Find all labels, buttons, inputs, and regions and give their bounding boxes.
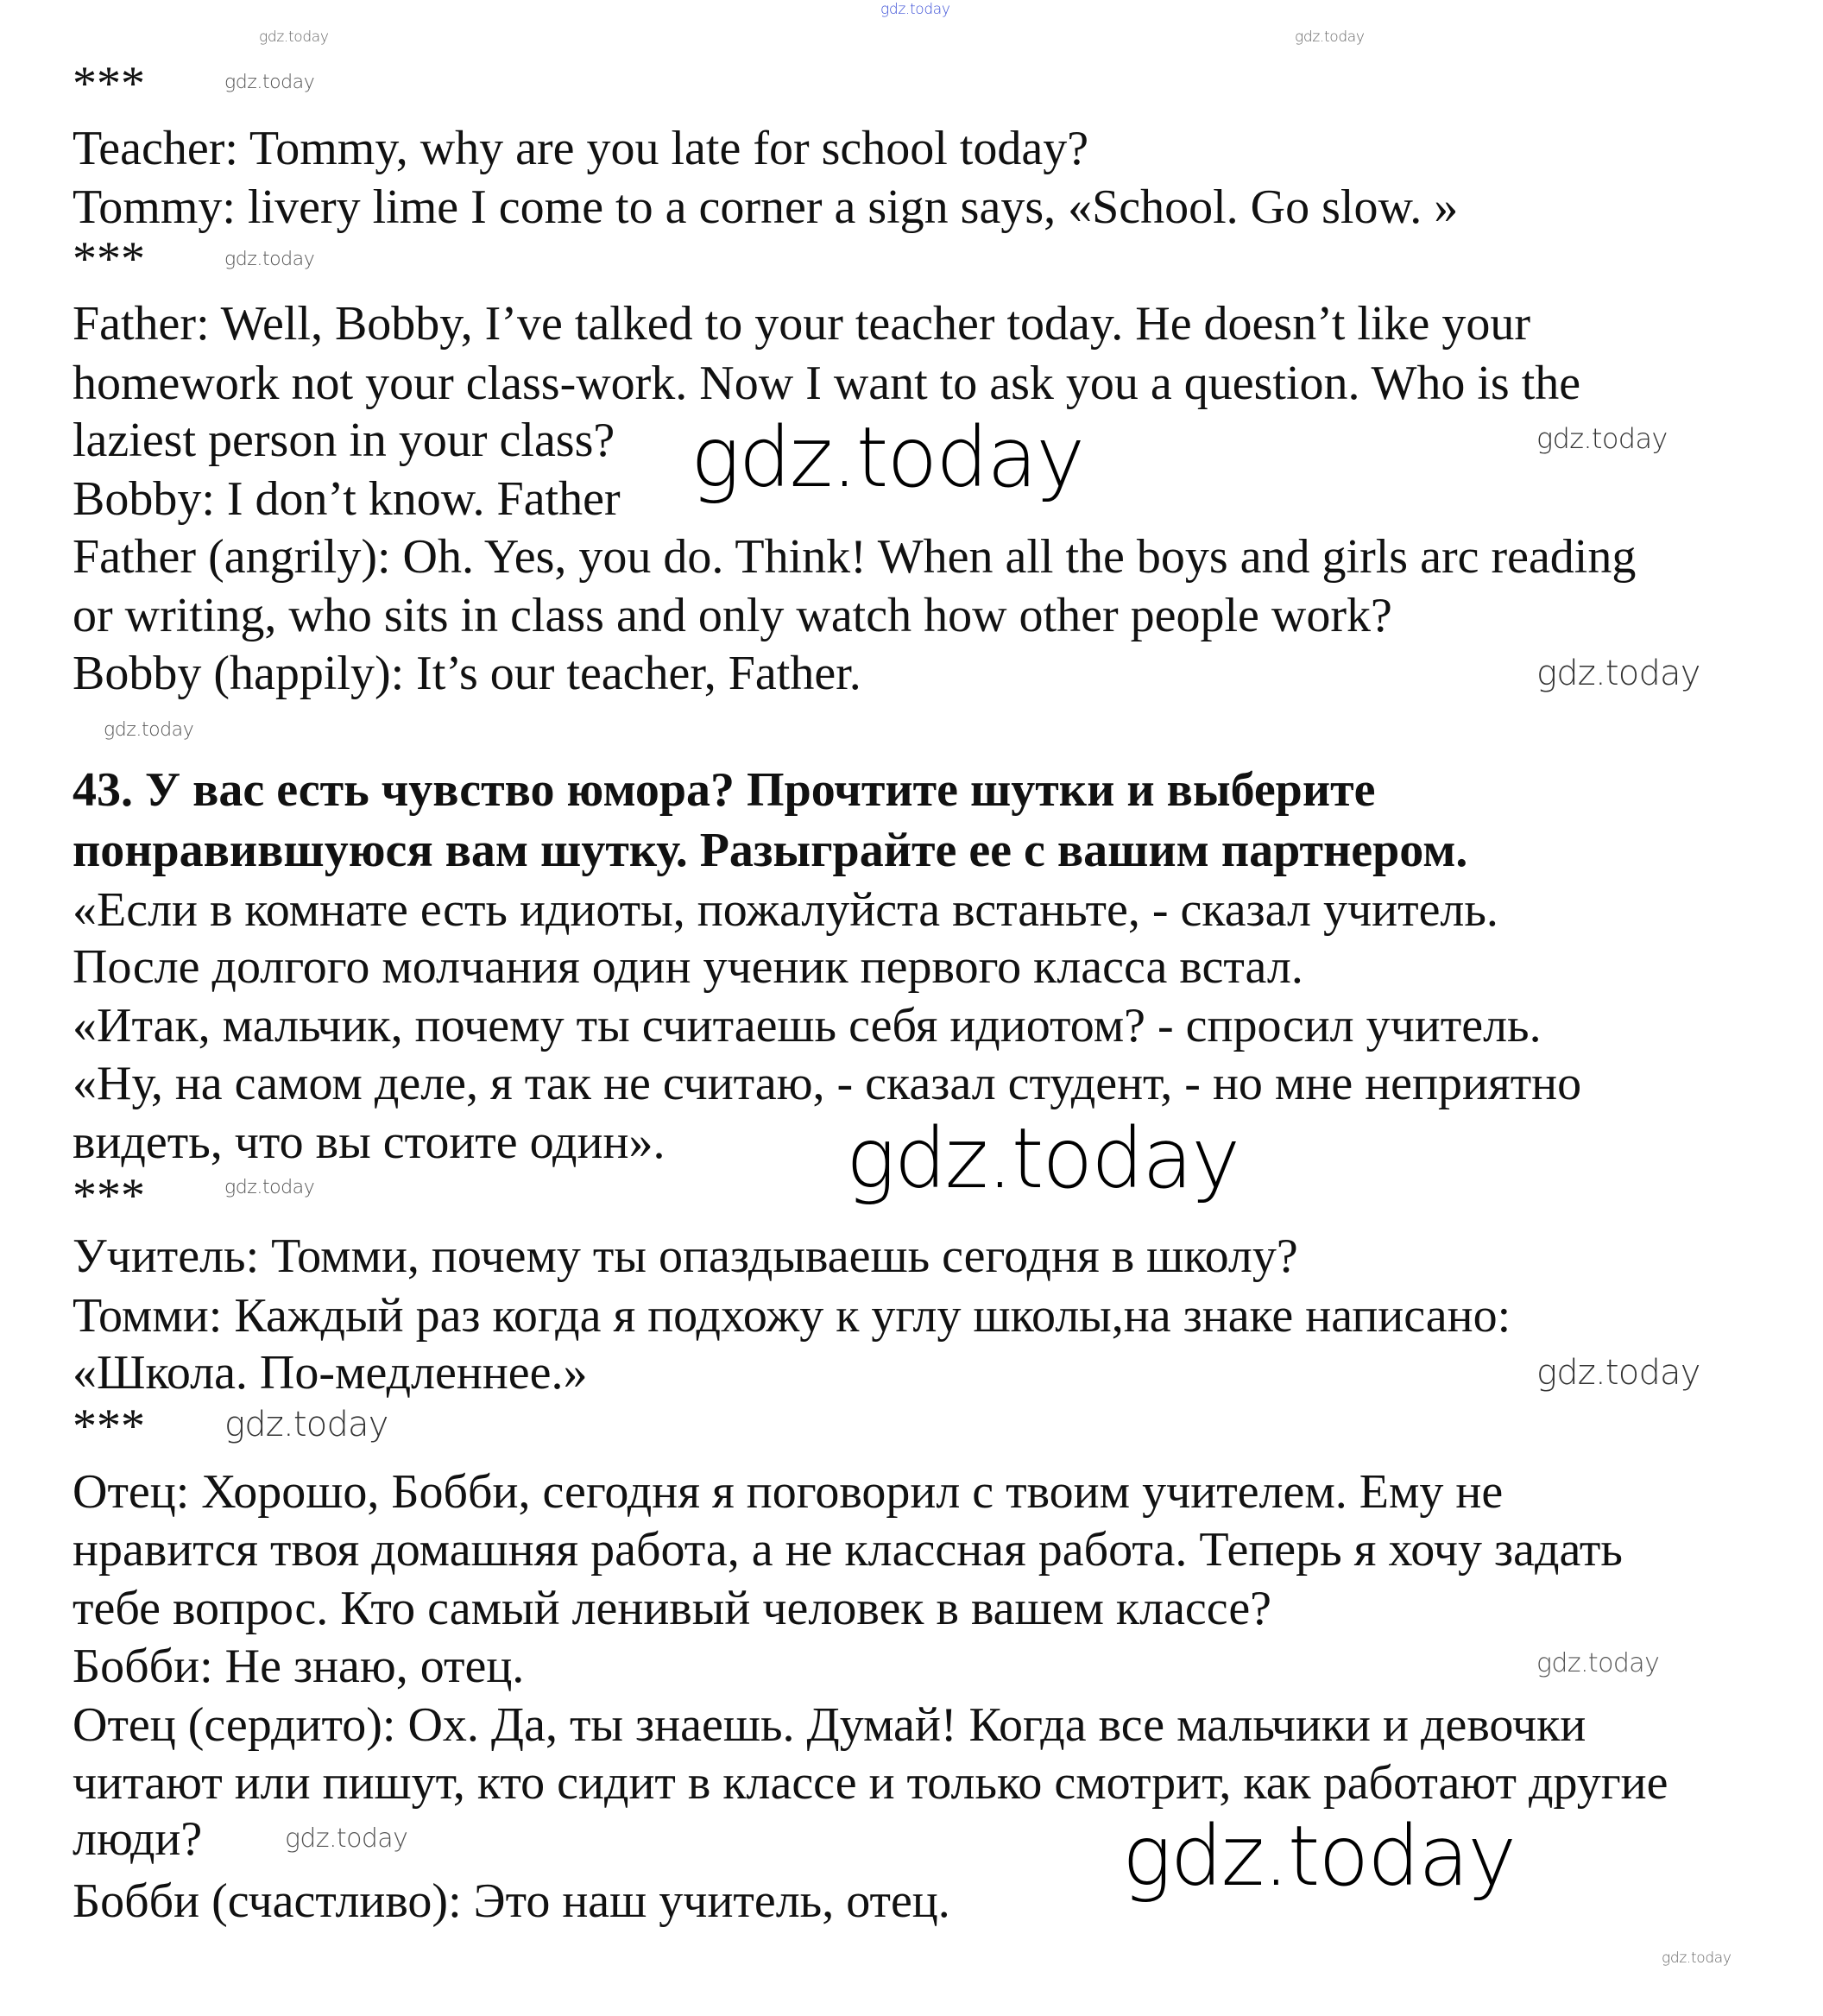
text-line: laziest person in your class? (73, 414, 615, 467)
text-line: Bobby (happily): It’s our teacher, Father. (73, 647, 861, 700)
watermark: gdz.today (846, 1110, 1240, 1207)
text-line: тебе вопрос. Кто самый ленивый человек в вашем классе? (73, 1582, 1272, 1635)
text-line: Бобби (счастливо): Это наш учитель, отец. (73, 1874, 950, 1928)
watermark: gdz.today (224, 249, 315, 270)
separator-stars: *** (73, 1169, 145, 1223)
separator-stars: *** (73, 1400, 145, 1453)
text-line: читают или пишут, кто сидит в классе и только смотрит, как работают другие (73, 1756, 1668, 1810)
separator-stars: *** (73, 232, 145, 286)
text-line: видеть, что вы стоите один». (73, 1115, 665, 1169)
text-line: Teacher: Tommy, why are you late for school today? (73, 122, 1089, 175)
watermark: gdz.today (224, 1177, 315, 1198)
task-heading: понравившуюся вам шутку. Разыграйте ее с вашим партнером. (73, 824, 1468, 877)
watermark: gdz.today (1536, 422, 1668, 455)
text-line: После долгого молчания один ученик первого класса встал. (73, 940, 1303, 994)
text-line: Отец: Хорошо, Бобби, сегодня я поговорил с твоим учителем. Ему не (73, 1465, 1504, 1519)
watermark: gdz.today (104, 719, 194, 741)
text-line: Учитель: Томми, почему ты опаздываешь сегодня в школу? (73, 1229, 1298, 1283)
text-line: «Школа. По-медленнее.» (73, 1346, 588, 1400)
text-line: люди? (73, 1812, 203, 1866)
text-line: нравится твоя домашняя работа, а не классная работа. Теперь я хочу задать (73, 1523, 1623, 1577)
text-line: «Если в комнате есть идиоты, пожалуйста встаньте, - сказал учитель. (73, 883, 1498, 937)
watermark: gdz.today (224, 1405, 388, 1444)
watermark: gdz.today (691, 409, 1084, 506)
watermark: gdz.today (1536, 654, 1700, 693)
separator-stars: *** (73, 57, 145, 111)
watermark: gdz.today (1122, 1808, 1516, 1905)
text-line: Father: Well, Bobby, I’ve talked to your teacher today. He doesn’t like your (73, 297, 1531, 351)
watermark: gdz.today (880, 1, 950, 18)
text-line: «Итак, мальчик, почему ты считаешь себя идиотом? - спросил учитель. (73, 999, 1542, 1052)
text-line: Отец (сердито): Ох. Да, ты знаешь. Думай! Когда все мальчики и девочки (73, 1698, 1586, 1752)
watermark: gdz.today (1662, 1950, 1732, 1967)
watermark: gdz.today (1295, 28, 1365, 46)
text-line: or writing, who sits in class and only watch how other people work? (73, 589, 1392, 642)
text-line: Tommy: livery lime I come to a corner a sign says, «School. Go slow. » (73, 180, 1459, 234)
text-line: Томми: Каждый раз когда я подхожу к углу школы,на знаке написано: (73, 1289, 1511, 1343)
text-line: «Ну, на самом деле, я так не считаю, - сказал студент, - но мне неприятно (73, 1057, 1582, 1110)
text-line: Бобби: Не знаю, отец. (73, 1640, 525, 1693)
task-heading: 43. У вас есть чувство юмора? Прочтите шутки и выберите (73, 763, 1376, 817)
watermark: gdz.today (1536, 1648, 1660, 1678)
text-line: Father (angrily): Oh. Yes, you do. Think! When all the boys and girls arc reading (73, 530, 1637, 584)
watermark: gdz.today (1536, 1353, 1700, 1393)
watermark: gdz.today (259, 28, 329, 46)
text-line: homework not your class-work. Now I want to ask you a question. Who is the (73, 357, 1581, 410)
watermark: gdz.today (224, 72, 315, 93)
watermark: gdz.today (285, 1823, 408, 1854)
text-line: Bobby: I don’t know. Father (73, 472, 621, 526)
